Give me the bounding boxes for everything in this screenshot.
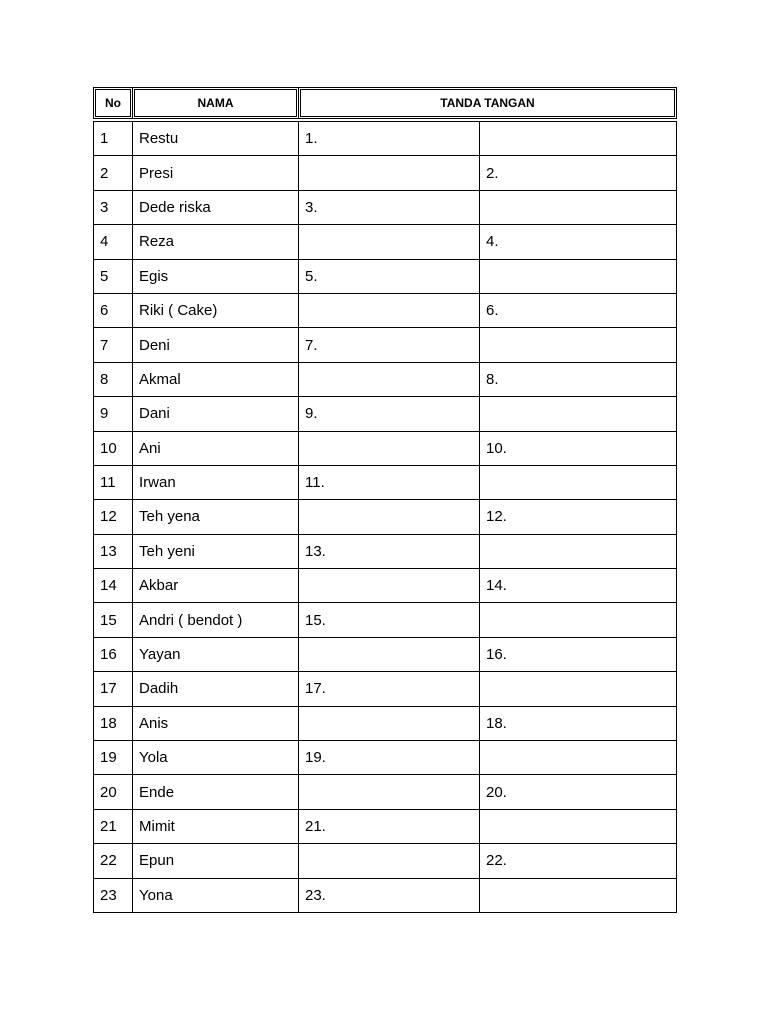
- signature-cell-right: [480, 603, 677, 637]
- row-number: 12: [94, 500, 133, 534]
- table-row: [94, 844, 677, 878]
- row-number: 3: [94, 190, 133, 224]
- signature-cell-left: [299, 500, 480, 534]
- signature-cell-right: [480, 328, 677, 362]
- table-row: [94, 293, 677, 327]
- header-tanda-tangan: TANDA TANGAN: [299, 88, 677, 119]
- signature-cell-right: [480, 122, 677, 156]
- signature-cell-left: 9.: [299, 397, 480, 431]
- table-header: [93, 87, 677, 119]
- table-row: [94, 465, 677, 499]
- signature-cell-right: 4.: [480, 225, 677, 259]
- row-name: Andri ( bendot ): [133, 603, 299, 637]
- signature-cell-right: 6.: [480, 293, 677, 327]
- signature-cell-left: 7.: [299, 328, 480, 362]
- header-row: [94, 88, 677, 119]
- table-row: [94, 672, 677, 706]
- signature-cell-left: [299, 775, 480, 809]
- table-row: [94, 156, 677, 190]
- row-name: Ani: [133, 431, 299, 465]
- signature-cell-right: 8.: [480, 362, 677, 396]
- row-number: 23: [94, 878, 133, 912]
- table-row: [94, 706, 677, 740]
- signature-table: [93, 121, 677, 913]
- row-number: 7: [94, 328, 133, 362]
- signature-cell-left: 3.: [299, 190, 480, 224]
- signature-cell-left: 1.: [299, 122, 480, 156]
- signature-cell-right: [480, 190, 677, 224]
- signature-cell-left: [299, 156, 480, 190]
- table-row: [94, 741, 677, 775]
- signature-cell-left: 19.: [299, 741, 480, 775]
- row-name: Dadih: [133, 672, 299, 706]
- row-name: Anis: [133, 706, 299, 740]
- attendance-sheet: [93, 87, 676, 913]
- row-name: Yona: [133, 878, 299, 912]
- row-number: 10: [94, 431, 133, 465]
- signature-cell-left: [299, 362, 480, 396]
- signature-cell-left: [299, 293, 480, 327]
- row-name: Teh yeni: [133, 534, 299, 568]
- row-number: 2: [94, 156, 133, 190]
- row-number: 17: [94, 672, 133, 706]
- signature-cell-left: 15.: [299, 603, 480, 637]
- table-row: [94, 225, 677, 259]
- row-name: Irwan: [133, 465, 299, 499]
- row-name: Akmal: [133, 362, 299, 396]
- row-number: 21: [94, 809, 133, 843]
- row-name: Mimit: [133, 809, 299, 843]
- table-row: [94, 603, 677, 637]
- signature-cell-right: [480, 809, 677, 843]
- table-row: [94, 431, 677, 465]
- row-number: 1: [94, 122, 133, 156]
- signature-cell-right: [480, 534, 677, 568]
- signature-cell-right: 16.: [480, 637, 677, 671]
- table-row: [94, 362, 677, 396]
- table-row: [94, 637, 677, 671]
- signature-cell-right: 18.: [480, 706, 677, 740]
- signature-cell-left: 11.: [299, 465, 480, 499]
- signature-cell-right: 20.: [480, 775, 677, 809]
- row-number: 15: [94, 603, 133, 637]
- row-number: 6: [94, 293, 133, 327]
- signature-cell-left: [299, 706, 480, 740]
- table-row: [94, 397, 677, 431]
- signature-cell-left: 23.: [299, 878, 480, 912]
- row-number: 8: [94, 362, 133, 396]
- row-name: Egis: [133, 259, 299, 293]
- table-row: [94, 122, 677, 156]
- signature-cell-left: 17.: [299, 672, 480, 706]
- signature-cell-left: 13.: [299, 534, 480, 568]
- signature-cell-right: [480, 672, 677, 706]
- table-row: [94, 809, 677, 843]
- row-number: 19: [94, 741, 133, 775]
- row-number: 4: [94, 225, 133, 259]
- table-row: [94, 259, 677, 293]
- signature-cell-right: 2.: [480, 156, 677, 190]
- signature-cell-left: [299, 844, 480, 878]
- signature-cell-right: 22.: [480, 844, 677, 878]
- row-name: Presi: [133, 156, 299, 190]
- table-row: [94, 500, 677, 534]
- signature-cell-left: 5.: [299, 259, 480, 293]
- table-row: [94, 534, 677, 568]
- row-number: 5: [94, 259, 133, 293]
- row-name: Dani: [133, 397, 299, 431]
- row-name: Akbar: [133, 569, 299, 603]
- row-number: 16: [94, 637, 133, 671]
- row-name: Teh yena: [133, 500, 299, 534]
- signature-cell-right: [480, 259, 677, 293]
- signature-cell-right: 12.: [480, 500, 677, 534]
- row-number: 9: [94, 397, 133, 431]
- row-name: Ende: [133, 775, 299, 809]
- row-number: 20: [94, 775, 133, 809]
- table-row: [94, 775, 677, 809]
- row-number: 13: [94, 534, 133, 568]
- signature-cell-left: [299, 637, 480, 671]
- row-number: 11: [94, 465, 133, 499]
- signature-cell-right: 10.: [480, 431, 677, 465]
- row-name: Yola: [133, 741, 299, 775]
- row-number: 18: [94, 706, 133, 740]
- table-body: [94, 122, 677, 913]
- header-no: No: [94, 88, 133, 119]
- table-row: [94, 569, 677, 603]
- table-row: [94, 878, 677, 912]
- row-name: Epun: [133, 844, 299, 878]
- signature-cell-left: 21.: [299, 809, 480, 843]
- header-nama: NAMA: [133, 88, 299, 119]
- signature-cell-left: [299, 225, 480, 259]
- row-number: 14: [94, 569, 133, 603]
- signature-cell-right: [480, 878, 677, 912]
- row-name: Reza: [133, 225, 299, 259]
- signature-cell-right: [480, 741, 677, 775]
- row-name: Deni: [133, 328, 299, 362]
- signature-cell-right: [480, 397, 677, 431]
- row-name: Dede riska: [133, 190, 299, 224]
- table-row: [94, 328, 677, 362]
- table-row: [94, 190, 677, 224]
- signature-cell-left: [299, 569, 480, 603]
- row-name: Yayan: [133, 637, 299, 671]
- signature-cell-left: [299, 431, 480, 465]
- row-name: Restu: [133, 122, 299, 156]
- row-name: Riki ( Cake): [133, 293, 299, 327]
- signature-cell-right: [480, 465, 677, 499]
- signature-cell-right: 14.: [480, 569, 677, 603]
- row-number: 22: [94, 844, 133, 878]
